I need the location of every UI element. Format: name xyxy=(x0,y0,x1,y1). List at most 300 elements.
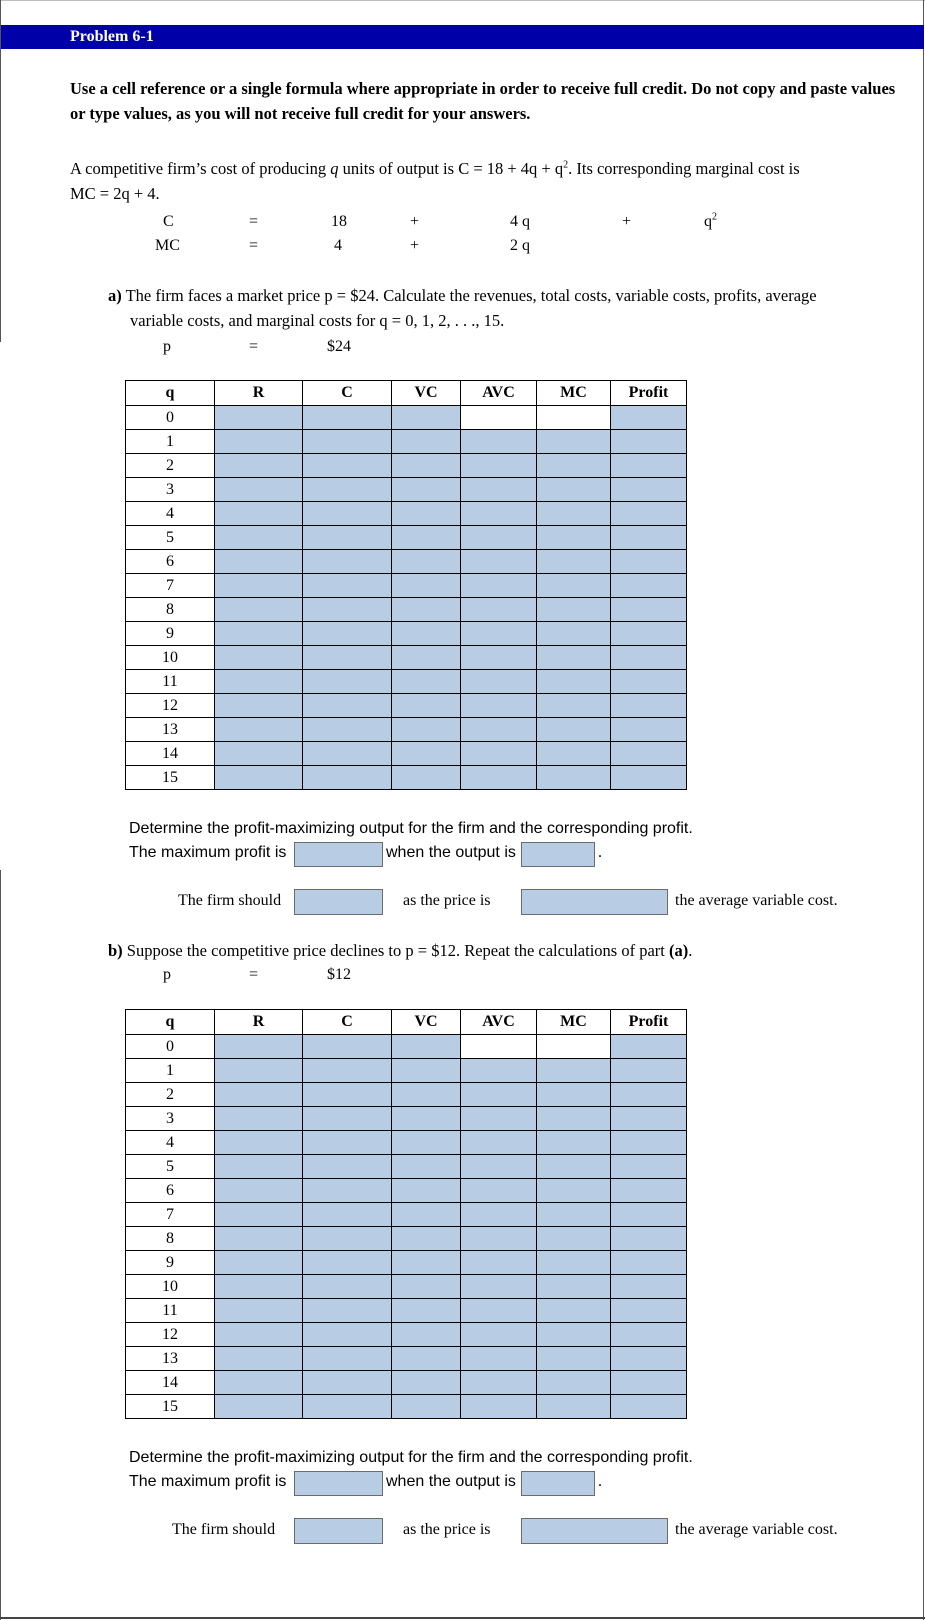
part-a-prompt: a) The firm faces a market price p = $24. Calculate the revenues, total costs, variable costs, profits, average xyxy=(108,286,817,305)
vc-input-cell[interactable] xyxy=(392,1275,461,1299)
profit-input-cell[interactable] xyxy=(611,1107,687,1131)
r-input-cell[interactable] xyxy=(215,550,303,574)
r-input-cell[interactable] xyxy=(215,766,303,790)
intro-paragraph: A competitive firm’s cost of producing q units of output is $C = 18 + 4q + q^2$. Its corresponding marginal cost is MC = 2q + 4. xyxy=(70,159,800,203)
c-input-cell[interactable] xyxy=(303,1227,392,1251)
vc-input-cell[interactable] xyxy=(392,742,461,766)
avc-input-cell[interactable] xyxy=(461,1227,537,1251)
avc-input-cell[interactable] xyxy=(461,598,537,622)
mc-input-cell[interactable] xyxy=(537,1227,611,1251)
r-input-cell[interactable] xyxy=(215,526,303,550)
table-row xyxy=(126,670,687,694)
avc-input-cell[interactable] xyxy=(461,622,537,646)
col-header-vc: VC xyxy=(392,1010,461,1035)
vc-input-cell[interactable] xyxy=(392,1371,461,1395)
part-a-price-equals: = xyxy=(249,338,259,355)
problem-title: Problem 6-1 xyxy=(70,28,154,45)
profit-input-cell[interactable] xyxy=(611,1395,687,1419)
c-input-cell[interactable] xyxy=(303,1347,392,1371)
q-cell: 13 xyxy=(126,718,215,742)
c-input-cell[interactable] xyxy=(303,1371,392,1395)
table-row xyxy=(126,1347,687,1371)
frame-left-border xyxy=(0,0,1,342)
q-cell: 11 xyxy=(126,670,215,694)
avc-input-cell[interactable] xyxy=(461,766,537,790)
c-input-cell[interactable] xyxy=(303,1251,392,1275)
avc-input-cell[interactable] xyxy=(461,526,537,550)
r-input-cell[interactable] xyxy=(215,1203,303,1227)
profit-input-cell[interactable] xyxy=(611,1155,687,1179)
r-input-cell[interactable] xyxy=(215,406,303,430)
part-a-max-profit-input[interactable] xyxy=(294,842,383,867)
q-cell: 8 xyxy=(126,598,215,622)
c-input-cell[interactable] xyxy=(303,526,392,550)
vc-input-cell[interactable] xyxy=(392,1059,461,1083)
profit-input-cell[interactable] xyxy=(611,1179,687,1203)
c-input-cell[interactable] xyxy=(303,670,392,694)
vc-input-cell[interactable] xyxy=(392,1227,461,1251)
vc-input-cell[interactable] xyxy=(392,718,461,742)
c-input-cell[interactable] xyxy=(303,502,392,526)
col-header-profit: Profit xyxy=(611,1010,687,1035)
vc-input-cell[interactable] xyxy=(392,646,461,670)
avc-input-cell[interactable] xyxy=(461,1203,537,1227)
q-cell: 3 xyxy=(126,1107,215,1131)
part-b-price-is-label: as the price is xyxy=(403,1521,491,1538)
avc-input-cell[interactable] xyxy=(461,1083,537,1107)
part-a-period: . xyxy=(598,844,602,861)
col-header-mc: MC xyxy=(537,381,611,406)
vc-input-cell[interactable] xyxy=(392,430,461,454)
q-cell: 0 xyxy=(126,406,215,430)
r-input-cell[interactable] xyxy=(215,1107,303,1131)
r-input-cell[interactable] xyxy=(215,1155,303,1179)
q-cell: 4 xyxy=(126,1131,215,1155)
table-row xyxy=(126,1179,687,1203)
r-input-cell[interactable] xyxy=(215,478,303,502)
vc-input-cell[interactable] xyxy=(392,1299,461,1323)
part-b-output-label: when the output is xyxy=(386,1473,516,1490)
q-cell: 7 xyxy=(126,1203,215,1227)
vc-input-cell[interactable] xyxy=(392,1347,461,1371)
q-cell: 9 xyxy=(126,622,215,646)
q-cell: 14 xyxy=(126,1371,215,1395)
avc-input-cell[interactable] xyxy=(461,550,537,574)
profit-input-cell[interactable] xyxy=(611,1251,687,1275)
c-input-cell[interactable] xyxy=(303,1059,392,1083)
col-header-c: C xyxy=(303,1010,392,1035)
eq-c-quad: $q^2$ xyxy=(704,211,717,230)
col-header-avc: AVC xyxy=(461,1010,537,1035)
avc-input-cell[interactable] xyxy=(461,502,537,526)
vc-input-cell[interactable] xyxy=(392,1083,461,1107)
mc-input-cell[interactable] xyxy=(537,1131,611,1155)
r-input-cell[interactable] xyxy=(215,1179,303,1203)
table-row xyxy=(126,1131,687,1155)
vc-input-cell[interactable] xyxy=(392,574,461,598)
r-input-cell[interactable] xyxy=(215,694,303,718)
part-a-output-label: when the output is xyxy=(386,844,516,861)
avc-input-cell[interactable] xyxy=(461,454,537,478)
part-a-should-input[interactable] xyxy=(294,889,383,915)
mc-input-cell[interactable] xyxy=(537,1275,611,1299)
table-header-row xyxy=(126,381,687,406)
profit-input-cell[interactable] xyxy=(611,1083,687,1107)
mc-input-cell[interactable] xyxy=(537,1371,611,1395)
part-a-should-label: The firm should xyxy=(178,892,282,909)
profit-input-cell[interactable] xyxy=(611,1275,687,1299)
c-input-cell[interactable] xyxy=(303,574,392,598)
table-row xyxy=(126,1059,687,1083)
table-row xyxy=(126,430,687,454)
vc-input-cell[interactable] xyxy=(392,550,461,574)
table-row xyxy=(126,646,687,670)
profit-input-cell[interactable] xyxy=(611,574,687,598)
part-a-price-label: p xyxy=(163,338,171,355)
profit-input-cell[interactable] xyxy=(611,1131,687,1155)
mc-input-cell[interactable] xyxy=(537,454,611,478)
col-header-profit: Profit xyxy=(611,381,687,406)
avc-input-cell[interactable] xyxy=(461,430,537,454)
part-b-price-equals: = xyxy=(249,966,259,983)
avc-input-cell[interactable] xyxy=(461,1299,537,1323)
avc-input-cell xyxy=(461,1035,537,1059)
q-cell: 1 xyxy=(126,1059,215,1083)
r-input-cell[interactable] xyxy=(215,1395,303,1419)
profit-input-cell[interactable] xyxy=(611,718,687,742)
vc-input-cell[interactable] xyxy=(392,1203,461,1227)
eq-c-equals: = xyxy=(249,213,259,230)
mc-input-cell[interactable] xyxy=(537,622,611,646)
r-input-cell[interactable] xyxy=(215,1275,303,1299)
mc-input-cell[interactable] xyxy=(537,1203,611,1227)
c-input-cell[interactable] xyxy=(303,622,392,646)
c-input-cell[interactable] xyxy=(303,694,392,718)
table-row xyxy=(126,1035,687,1059)
r-input-cell[interactable] xyxy=(215,1251,303,1275)
profit-input-cell[interactable] xyxy=(611,646,687,670)
r-input-cell[interactable] xyxy=(215,646,303,670)
vc-input-cell[interactable] xyxy=(392,502,461,526)
eq-mc-const: 4 xyxy=(334,237,342,254)
table-row xyxy=(126,742,687,766)
r-input-cell[interactable] xyxy=(215,1299,303,1323)
part-b-period: . xyxy=(598,1473,602,1490)
avc-input-cell[interactable] xyxy=(461,670,537,694)
avc-input-cell[interactable] xyxy=(461,478,537,502)
mc-input-cell[interactable] xyxy=(537,1251,611,1275)
r-input-cell[interactable] xyxy=(215,574,303,598)
table-header-row xyxy=(126,1010,687,1035)
part-a-table xyxy=(125,380,687,790)
profit-input-cell[interactable] xyxy=(611,1203,687,1227)
c-input-cell[interactable] xyxy=(303,454,392,478)
profit-input-cell[interactable] xyxy=(611,550,687,574)
q-cell: 2 xyxy=(126,1083,215,1107)
q-cell: 15 xyxy=(126,1395,215,1419)
c-input-cell[interactable] xyxy=(303,1323,392,1347)
mc-input-cell[interactable] xyxy=(537,766,611,790)
mc-input-cell[interactable] xyxy=(537,1299,611,1323)
c-input-cell[interactable] xyxy=(303,1203,392,1227)
avc-input-cell[interactable] xyxy=(461,742,537,766)
c-input-cell[interactable] xyxy=(303,406,392,430)
vc-input-cell[interactable] xyxy=(392,622,461,646)
q-cell: 14 xyxy=(126,742,215,766)
r-input-cell[interactable] xyxy=(215,742,303,766)
c-input-cell[interactable] xyxy=(303,1083,392,1107)
table-row xyxy=(126,718,687,742)
profit-input-cell[interactable] xyxy=(611,1299,687,1323)
avc-input-cell[interactable] xyxy=(461,1131,537,1155)
vc-input-cell[interactable] xyxy=(392,766,461,790)
table-row xyxy=(126,1323,687,1347)
vc-input-cell[interactable] xyxy=(392,478,461,502)
avc-input-cell[interactable] xyxy=(461,574,537,598)
r-input-cell[interactable] xyxy=(215,430,303,454)
table-row xyxy=(126,766,687,790)
profit-input-cell[interactable] xyxy=(611,1059,687,1083)
c-input-cell[interactable] xyxy=(303,1155,392,1179)
q-cell: 12 xyxy=(126,1323,215,1347)
avc-input-cell[interactable] xyxy=(461,1059,537,1083)
vc-input-cell[interactable] xyxy=(392,1323,461,1347)
mc-input-cell[interactable] xyxy=(537,1059,611,1083)
vc-input-cell[interactable] xyxy=(392,670,461,694)
c-input-cell[interactable] xyxy=(303,1275,392,1299)
mc-input-cell[interactable] xyxy=(537,718,611,742)
r-input-cell[interactable] xyxy=(215,718,303,742)
mc-input-cell[interactable] xyxy=(537,670,611,694)
profit-input-cell[interactable] xyxy=(611,430,687,454)
part-a-price-is-label: as the price is xyxy=(403,892,491,909)
profit-input-cell[interactable] xyxy=(611,1347,687,1371)
mc-input-cell[interactable] xyxy=(537,1323,611,1347)
q-cell: 6 xyxy=(126,1179,215,1203)
part-b-price-label: p xyxy=(163,966,171,983)
vc-input-cell[interactable] xyxy=(392,1107,461,1131)
profit-input-cell[interactable] xyxy=(611,406,687,430)
c-input-cell[interactable] xyxy=(303,742,392,766)
c-input-cell[interactable] xyxy=(303,718,392,742)
r-input-cell[interactable] xyxy=(215,454,303,478)
q-cell: 3 xyxy=(126,478,215,502)
r-input-cell[interactable] xyxy=(215,1227,303,1251)
c-input-cell[interactable] xyxy=(303,430,392,454)
frame-top-border xyxy=(0,0,925,1)
frame-bottom-border xyxy=(0,1617,925,1619)
part-a-price-value: $24 xyxy=(327,338,351,355)
part-b-comparison-input[interactable] xyxy=(521,1518,668,1544)
table-row xyxy=(126,598,687,622)
vc-input-cell[interactable] xyxy=(392,1155,461,1179)
part-a-prompt-line2: variable costs, and marginal costs for q = 0, 1, 2, . . ., 15. xyxy=(130,311,505,330)
c-input-cell[interactable] xyxy=(303,550,392,574)
instructions-text: Use a cell reference or a single formula where appropriate in order to receive full credit. Do not copy and paste values or type values, as you will not receive full credit for your answers. xyxy=(70,79,896,123)
r-input-cell[interactable] xyxy=(215,1035,303,1059)
q-cell: 13 xyxy=(126,1347,215,1371)
r-input-cell[interactable] xyxy=(215,1131,303,1155)
mc-input-cell[interactable] xyxy=(537,502,611,526)
r-input-cell[interactable] xyxy=(215,670,303,694)
mc-input-cell[interactable] xyxy=(537,526,611,550)
vc-input-cell[interactable] xyxy=(392,694,461,718)
q-cell: 11 xyxy=(126,1299,215,1323)
r-input-cell[interactable] xyxy=(215,598,303,622)
vc-input-cell[interactable] xyxy=(392,1251,461,1275)
mc-input-cell[interactable] xyxy=(537,598,611,622)
table-row xyxy=(126,1371,687,1395)
r-input-cell[interactable] xyxy=(215,502,303,526)
q-cell: 15 xyxy=(126,766,215,790)
mc-input-cell[interactable] xyxy=(537,1083,611,1107)
table-row xyxy=(126,1083,687,1107)
part-a-comparison-input[interactable] xyxy=(521,889,668,915)
part-b-max-profit-input[interactable] xyxy=(294,1471,383,1496)
eq-mc-label: MC xyxy=(155,237,180,254)
vc-input-cell[interactable] xyxy=(392,454,461,478)
profit-input-cell[interactable] xyxy=(611,1323,687,1347)
part-b-should-label: The firm should xyxy=(172,1521,276,1538)
q-cell: 8 xyxy=(126,1227,215,1251)
col-header-avc: AVC xyxy=(461,381,537,406)
r-input-cell[interactable] xyxy=(215,1059,303,1083)
avc-input-cell[interactable] xyxy=(461,1275,537,1299)
profit-input-cell[interactable] xyxy=(611,1227,687,1251)
mc-input-cell[interactable] xyxy=(537,1347,611,1371)
cost-formula: $C = 18 + 4q + q^2$ xyxy=(458,159,569,178)
q-cell: 9 xyxy=(126,1251,215,1275)
r-input-cell[interactable] xyxy=(215,622,303,646)
table-row xyxy=(126,502,687,526)
mc-input-cell[interactable] xyxy=(537,430,611,454)
vc-input-cell[interactable] xyxy=(392,406,461,430)
vc-input-cell[interactable] xyxy=(392,1395,461,1419)
mc-input-cell[interactable] xyxy=(537,1395,611,1419)
vc-input-cell[interactable] xyxy=(392,1035,461,1059)
profit-input-cell[interactable] xyxy=(611,694,687,718)
c-input-cell[interactable] xyxy=(303,1299,392,1323)
avc-input-cell[interactable] xyxy=(461,646,537,670)
r-input-cell[interactable] xyxy=(215,1083,303,1107)
avc-input-cell[interactable] xyxy=(461,1395,537,1419)
mc-input-cell[interactable] xyxy=(537,1107,611,1131)
eq-mc-plus: + xyxy=(410,237,420,254)
avc-input-cell[interactable] xyxy=(461,1155,537,1179)
c-input-cell[interactable] xyxy=(303,1035,392,1059)
mc-formula: MC = 2q + 4. xyxy=(70,184,160,203)
profit-input-cell[interactable] xyxy=(611,1371,687,1395)
eq-c-const: 18 xyxy=(331,213,347,230)
table-row xyxy=(126,1203,687,1227)
r-input-cell[interactable] xyxy=(215,1347,303,1371)
table-row xyxy=(126,1251,687,1275)
c-input-cell[interactable] xyxy=(303,1131,392,1155)
eq-mc-equals: = xyxy=(249,237,259,254)
c-input-cell[interactable] xyxy=(303,478,392,502)
mc-input-cell[interactable] xyxy=(537,1179,611,1203)
c-input-cell[interactable] xyxy=(303,646,392,670)
avc-input-cell[interactable] xyxy=(461,1251,537,1275)
mc-input-cell xyxy=(537,406,611,430)
avc-input-cell[interactable] xyxy=(461,1323,537,1347)
mc-input-cell[interactable] xyxy=(537,478,611,502)
part-b-should-input[interactable] xyxy=(294,1518,383,1544)
profit-input-cell[interactable] xyxy=(611,742,687,766)
vc-input-cell[interactable] xyxy=(392,598,461,622)
c-input-cell[interactable] xyxy=(303,1395,392,1419)
c-input-cell[interactable] xyxy=(303,1107,392,1131)
frame-right-border xyxy=(923,0,924,1620)
table-row xyxy=(126,1107,687,1131)
q-cell: 2 xyxy=(126,454,215,478)
c-input-cell[interactable] xyxy=(303,766,392,790)
vc-input-cell[interactable] xyxy=(392,526,461,550)
part-a-avc-label: the average variable cost. xyxy=(675,892,838,909)
avc-input-cell[interactable] xyxy=(461,1347,537,1371)
r-input-cell[interactable] xyxy=(215,1371,303,1395)
q-cell: 0 xyxy=(126,1035,215,1059)
mc-input-cell[interactable] xyxy=(537,574,611,598)
profit-input-cell[interactable] xyxy=(611,502,687,526)
q-cell: 7 xyxy=(126,574,215,598)
q-cell: 10 xyxy=(126,646,215,670)
profit-input-cell[interactable] xyxy=(611,478,687,502)
q-cell: 5 xyxy=(126,526,215,550)
table-row xyxy=(126,1299,687,1323)
c-input-cell[interactable] xyxy=(303,1179,392,1203)
frame-left-border xyxy=(0,870,1,1620)
part-a-determine-text: Determine the profit-maximizing output for the firm and the corresponding profit. xyxy=(129,820,693,837)
profit-input-cell[interactable] xyxy=(611,766,687,790)
avc-input-cell[interactable] xyxy=(461,1179,537,1203)
problem-banner xyxy=(1,25,924,49)
mc-input-cell[interactable] xyxy=(537,550,611,574)
profit-input-cell[interactable] xyxy=(611,1035,687,1059)
c-input-cell[interactable] xyxy=(303,598,392,622)
part-a-output-input[interactable] xyxy=(521,842,595,867)
table-row xyxy=(126,478,687,502)
vc-input-cell[interactable] xyxy=(392,1179,461,1203)
profit-input-cell[interactable] xyxy=(611,622,687,646)
avc-input-cell[interactable] xyxy=(461,694,537,718)
avc-input-cell[interactable] xyxy=(461,1371,537,1395)
profit-input-cell[interactable] xyxy=(611,670,687,694)
profit-input-cell[interactable] xyxy=(611,526,687,550)
profit-input-cell[interactable] xyxy=(611,598,687,622)
mc-input-cell[interactable] xyxy=(537,1155,611,1179)
mc-input-cell xyxy=(537,1035,611,1059)
part-b-output-input[interactable] xyxy=(521,1471,595,1496)
vc-input-cell[interactable] xyxy=(392,1131,461,1155)
part-b-max-profit-label: The maximum profit is xyxy=(129,1473,287,1490)
mc-input-cell[interactable] xyxy=(537,646,611,670)
table-row xyxy=(126,1395,687,1419)
mc-input-cell[interactable] xyxy=(537,694,611,718)
table-row xyxy=(126,622,687,646)
avc-input-cell[interactable] xyxy=(461,1107,537,1131)
mc-input-cell[interactable] xyxy=(537,742,611,766)
part-b-price-value: $12 xyxy=(327,966,351,983)
avc-input-cell[interactable] xyxy=(461,718,537,742)
eq-c-plus: + xyxy=(410,213,420,230)
table-row xyxy=(126,574,687,598)
profit-input-cell[interactable] xyxy=(611,454,687,478)
table-row xyxy=(126,1227,687,1251)
part-a-max-profit-label: The maximum profit is xyxy=(129,844,287,861)
col-header-q: q xyxy=(126,381,215,406)
r-input-cell[interactable] xyxy=(215,1323,303,1347)
